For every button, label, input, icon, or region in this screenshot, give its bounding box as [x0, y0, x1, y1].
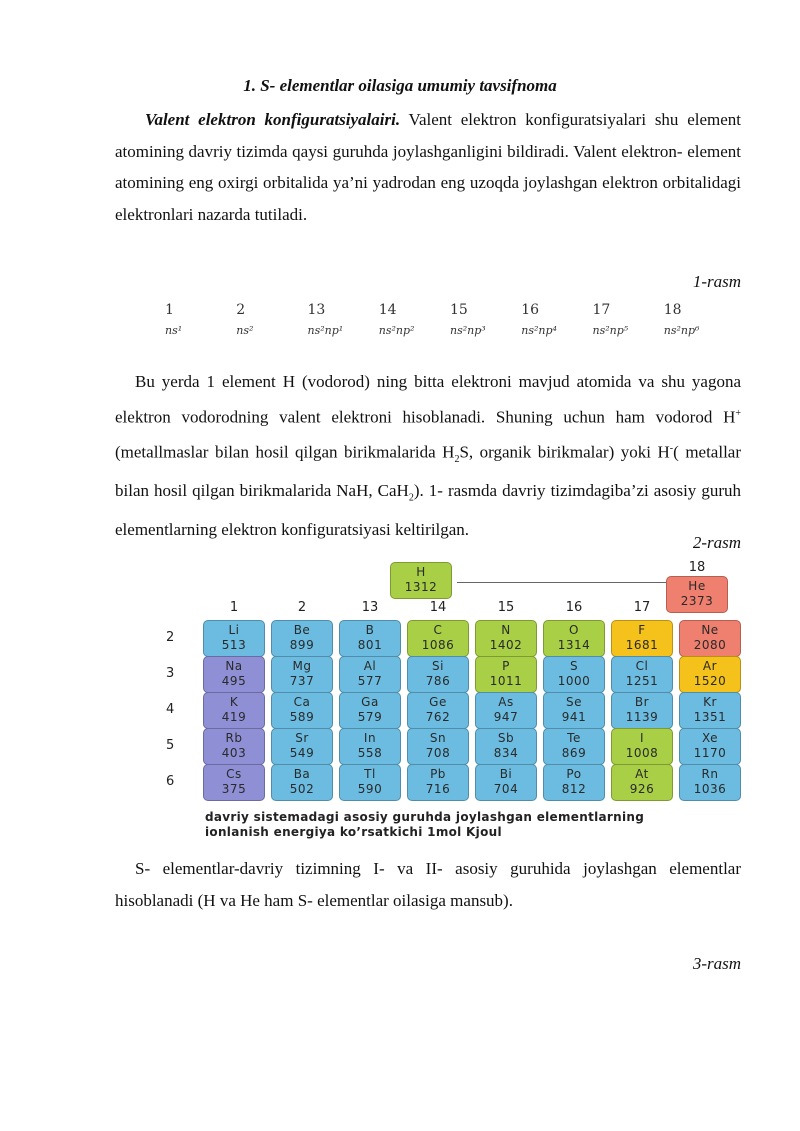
element-value: 2080: [693, 638, 727, 652]
element-cell: [475, 620, 537, 657]
element-value: 589: [289, 710, 315, 724]
element-cell: [611, 656, 673, 693]
element-value: 1011: [489, 674, 523, 688]
config-group-label: 13: [307, 302, 326, 318]
element-symbol: Ne: [701, 623, 719, 637]
element-symbol: Li: [228, 623, 240, 637]
group-label: 13: [361, 600, 379, 615]
element-symbol: P: [502, 659, 510, 673]
element-cell: [271, 764, 333, 801]
connector-line: [457, 582, 667, 583]
element-symbol: H: [416, 565, 426, 579]
element-symbol: Al: [363, 659, 377, 673]
group-label: 17: [633, 600, 651, 615]
element-value: 926: [629, 782, 655, 796]
element-value: 375: [221, 782, 247, 796]
element-symbol: F: [638, 623, 646, 637]
element-symbol: Sn: [429, 731, 447, 745]
element-value: 1314: [557, 638, 591, 652]
section-heading: 1. S- elementlar oilasiga umumiy tavsifnoma: [243, 76, 557, 95]
element-value: 899: [289, 638, 315, 652]
group-label: 14: [429, 600, 447, 615]
element-cell: [679, 620, 741, 657]
config-group-label: 15: [450, 302, 468, 318]
config-formula: ns²np⁶: [663, 324, 700, 337]
element-symbol: Br: [634, 695, 650, 709]
element-cell: [543, 764, 605, 801]
element-symbol: Rb: [225, 731, 243, 745]
element-value: 1170: [693, 746, 727, 760]
config-formula: ns²np³: [450, 324, 486, 337]
element-cell: [203, 728, 265, 765]
element-cell: [475, 656, 537, 693]
config-group-label: 16: [521, 302, 540, 318]
element-cell-h: [390, 562, 452, 599]
element-symbol: Sr: [295, 731, 309, 745]
element-cell: [407, 764, 469, 801]
element-value: 403: [221, 746, 247, 760]
figure2-caption: 2-rasm: [692, 533, 741, 552]
config-group-label: 2: [236, 302, 246, 318]
element-value: 716: [425, 782, 451, 796]
group-label: 15: [497, 600, 515, 615]
paragraph-s-elements: [115, 853, 741, 916]
element-value: 558: [357, 746, 383, 760]
element-symbol: In: [363, 731, 377, 745]
element-symbol: S: [569, 659, 579, 673]
period-label: 6: [166, 774, 175, 789]
element-value: 2373: [680, 594, 714, 608]
element-cell: [407, 692, 469, 729]
config-formula: ns²np¹: [307, 324, 344, 337]
element-value: 1312: [404, 580, 438, 594]
text-run: (metallmaslar bilan hosil qilgan birikmalarida H: [115, 442, 455, 462]
element-symbol: Ba: [293, 767, 311, 781]
element-symbol: Ge: [429, 695, 447, 709]
element-value: 801: [357, 638, 383, 652]
table-subcaption-line1: davriy sistemadagi asosiy guruhda joylashgan elementlarning: [205, 810, 645, 824]
element-value: 577: [357, 674, 383, 688]
config-group-label: 18: [663, 302, 682, 318]
element-cell: [203, 692, 265, 729]
element-cell: [407, 656, 469, 693]
element-symbol: Xe: [701, 731, 719, 745]
element-symbol: Po: [566, 767, 582, 781]
element-cell: [611, 764, 673, 801]
element-value: 1008: [625, 746, 659, 760]
paragraph-lead: Valent elektron konfiguratsiyalairi.: [145, 110, 401, 129]
element-symbol: As: [498, 695, 514, 709]
element-value: 513: [221, 638, 247, 652]
text-run: ( metallar bilan hosil qilgan birikmalarida NaH, CaH: [115, 442, 742, 501]
element-symbol: Na: [225, 659, 243, 673]
element-symbol: Pb: [430, 767, 446, 781]
element-symbol: Se: [566, 695, 582, 709]
element-cell: [475, 692, 537, 729]
element-value: 708: [425, 746, 451, 760]
element-cell: [543, 656, 605, 693]
element-symbol: Te: [567, 731, 581, 745]
element-value: 786: [425, 674, 451, 688]
element-symbol: C: [433, 623, 443, 637]
text-run: ). 1- rasmda davriy tizimdagiba’zi asosiy guruh elementlarning elektron konfiguratsiyasi keltirilgan.: [115, 481, 741, 540]
element-cell: [339, 728, 401, 765]
element-cell: [203, 764, 265, 801]
element-cell: [339, 656, 401, 693]
element-symbol: Be: [293, 623, 311, 637]
element-symbol: Ca: [293, 695, 311, 709]
element-cell: [543, 728, 605, 765]
group-label-18: 18: [688, 560, 706, 575]
element-cell: [543, 620, 605, 657]
paragraph-body: Valent elektron konfiguratsiyalari shu element atomining davriy tizimda qaysi guruhda joylashganligini bildiradi. Valent elektron- element atomining eng oxirgi orbitalida ya’ni yadrodan eng uzoqda joylashgan elektron orbitalidagi elektronlari nazarda tutiladi.: [115, 110, 742, 224]
element-cell: [679, 692, 741, 729]
element-value: 590: [357, 782, 383, 796]
element-cell: [679, 764, 741, 801]
element-symbol: K: [229, 695, 239, 709]
element-value: 579: [357, 710, 383, 724]
element-cell: [679, 728, 741, 765]
element-value: 549: [289, 746, 315, 760]
element-value: 1402: [489, 638, 523, 652]
element-symbol: Ga: [361, 695, 379, 709]
element-symbol: Ar: [702, 659, 718, 673]
element-cell: [339, 692, 401, 729]
ionization-energy-table: [160, 560, 730, 850]
element-cell: [339, 764, 401, 801]
config-formula: ns¹: [165, 324, 183, 337]
element-value: 1251: [625, 674, 659, 688]
subscript: 2: [454, 453, 460, 465]
period-label: 2: [166, 630, 175, 645]
element-cell: [271, 656, 333, 693]
element-value: 502: [289, 782, 315, 796]
group-label: 1: [229, 600, 239, 615]
element-value: 812: [561, 782, 587, 796]
element-value: 419: [221, 710, 247, 724]
element-cell: [339, 620, 401, 657]
element-cell: [679, 656, 741, 693]
element-value: 495: [221, 674, 247, 688]
period-label: 4: [166, 702, 175, 717]
element-cell: [203, 620, 265, 657]
element-value: 1086: [421, 638, 455, 652]
element-cell: [271, 728, 333, 765]
element-cell-he: [666, 576, 728, 613]
element-cell: [407, 728, 469, 765]
element-value: 1000: [557, 674, 591, 688]
element-symbol: Tl: [364, 767, 376, 781]
element-symbol: Kr: [703, 695, 717, 709]
superscript: +: [735, 407, 741, 419]
text-run: Bu yerda 1 element H (vodorod) ning bitta elektroni mavjud atomida va shu yagona elektron vodorodning valent elektroni hisoblanadi. Shuning uchun ham vodorod H: [115, 372, 741, 427]
paragraph-valent-config: [115, 104, 741, 230]
config-group-label: 1: [165, 302, 174, 318]
paragraph-hydrogen: [115, 366, 741, 546]
element-value: 947: [493, 710, 519, 724]
electron-config-figure: [165, 302, 735, 337]
config-formula: ns²: [236, 324, 254, 337]
element-symbol: N: [501, 623, 511, 637]
text-run: S, organik birikmalar) yoki H: [459, 442, 670, 462]
element-cell: [475, 764, 537, 801]
group-label: 16: [565, 600, 583, 615]
element-symbol: I: [639, 731, 645, 745]
element-value: 941: [561, 710, 587, 724]
element-value: 834: [493, 746, 519, 760]
element-cell: [611, 620, 673, 657]
element-symbol: He: [688, 579, 706, 593]
element-cell: [611, 692, 673, 729]
element-symbol: Sb: [497, 731, 515, 745]
element-value: 704: [493, 782, 519, 796]
figure1-caption: 1-rasm: [692, 272, 741, 291]
element-symbol: Mg: [292, 659, 312, 673]
config-formula: ns²np⁵: [592, 324, 629, 337]
config-group-label: 17: [592, 302, 611, 318]
element-cell: [203, 656, 265, 693]
figure3-caption: 3-rasm: [692, 954, 741, 973]
element-cell: [611, 728, 673, 765]
superscript: -: [669, 442, 674, 454]
element-symbol: Si: [432, 659, 444, 673]
element-value: 737: [289, 674, 315, 688]
element-value: 1036: [693, 782, 727, 796]
element-cell: [543, 692, 605, 729]
element-value: 1681: [625, 638, 659, 652]
element-symbol: Rn: [701, 767, 719, 781]
element-cell: [475, 728, 537, 765]
element-value: 1520: [693, 674, 727, 688]
element-value: 1351: [693, 710, 727, 724]
subscript: 2: [408, 492, 414, 504]
config-group-row: [165, 302, 735, 324]
element-cell: [271, 692, 333, 729]
element-value: 1139: [625, 710, 659, 724]
text-run: S- elementlar-davriy tizimning I- va II- asosiy guruhida joylashgan elementlar hisoblanadi (H va He ham S- elementlar oilasiga mansub).: [115, 859, 741, 910]
element-symbol: Bi: [499, 767, 513, 781]
element-symbol: O: [569, 623, 579, 637]
element-value: 762: [425, 710, 451, 724]
group-label: 2: [297, 600, 307, 615]
element-symbol: B: [365, 623, 375, 637]
config-formula: ns²np⁴: [521, 324, 557, 337]
period-label: 3: [166, 666, 175, 681]
element-symbol: At: [635, 767, 649, 781]
element-cell: [271, 620, 333, 657]
config-group-label: 14: [378, 302, 397, 318]
element-value: 869: [561, 746, 587, 760]
table-subcaption-line2: ionlanish energiya ko’rsatkichi 1mol Kjoul: [205, 825, 502, 839]
config-formula: ns²np²: [378, 324, 415, 337]
element-cell: [407, 620, 469, 657]
element-symbol: Cs: [226, 767, 242, 781]
element-symbol: Cl: [635, 659, 649, 673]
period-label: 5: [166, 738, 175, 753]
config-formula-row: [165, 324, 735, 337]
